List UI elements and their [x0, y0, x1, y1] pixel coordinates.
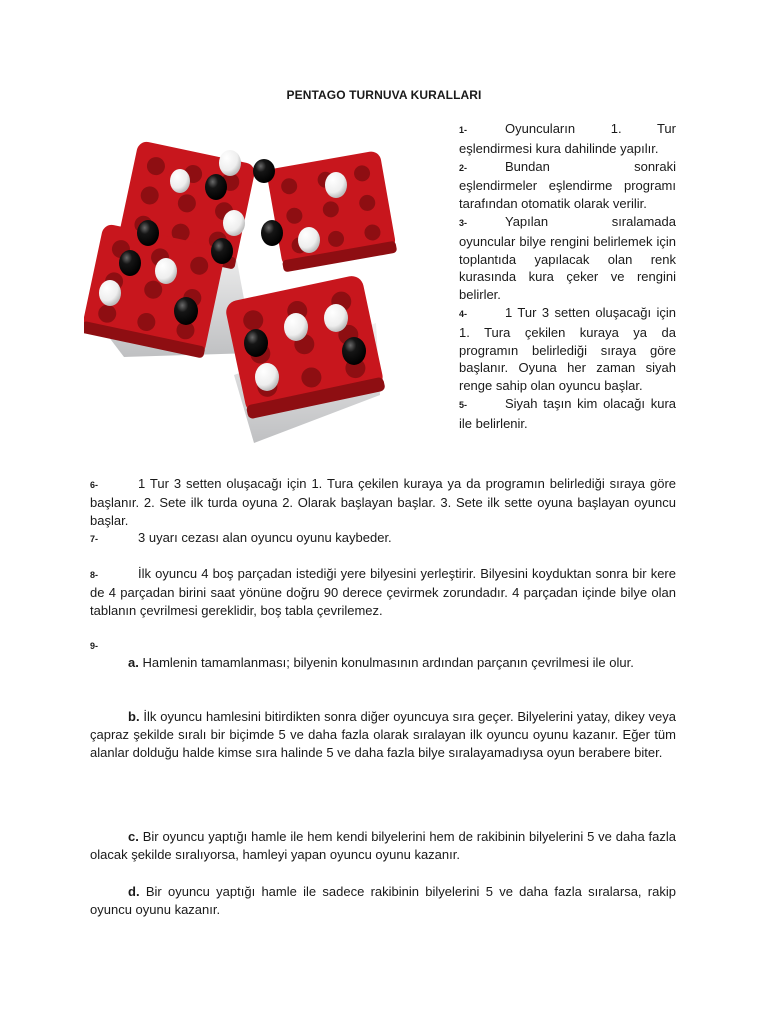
rule-9a: a. Hamlenin tamamlanması; bilyenin konulmasının ardından parçanın çevrilmesi ile olur.: [128, 655, 634, 670]
rule-9d: d. Bir oyuncu yaptığı hamle ile sadece rakibinin bilyelerini 5 ve daha fazla sıralarsa, rakip oyuncu oyunu kazanır.: [90, 884, 676, 917]
rule-4: 4- 1 Tur 3 setten oluşacağı için 1. Tura çekilen kuraya ya da programın belirlediği sıraya göre başlanır. Oyuna her zaman siyah renge sahip olan oyuncu başlar.: [459, 304, 676, 394]
rules-right-column: [459, 120, 676, 433]
rule-3: 3- Yapılan sıralamada oyuncular bilye rengini belirlemek için toplantıda yapılacak olan renk kurasında kura çeker ve rengini belirler.: [459, 213, 676, 303]
rule-5: 5- Siyah taşın kim olacağı kura ile belirlenir.: [459, 395, 676, 431]
rule-1: 1- Oyuncuların 1. Tur eşlendirmesi kura dahilinde yapılır.: [459, 121, 676, 156]
rule-7: 7- 3 uyarı cezası alan oyuncu oyunu kaybeder.: [90, 530, 392, 545]
rule-2: 2- Bundan sonraki eşlendirmeler eşlendirme programı tarafından otomatik olarak verilir.: [459, 158, 676, 212]
document-title: PENTAGO TURNUVA KURALLARI: [286, 88, 482, 102]
rule-6: 6- 1 Tur 3 setten oluşacağı için 1. Tura çekilen kuraya ya da programın belirlediği sıraya göre başlanır. 2. Sete ilk turda oyuna 2. Olarak başlayan başlar. 3. Sete ilk sette oyuna başlayan oyuncu başlar.: [90, 476, 676, 528]
rule-8: 8- İlk oyuncu 4 boş parçadan istediği yere bilyesini yerleştirir. Bilyesini koyduktan sonra bir kere de 4 parçadan birini saat yönüne doğru 90 derece çevirmek zorundadır. 4 parçadan içinde bilye olan tablanın çevrilmesi gereklidir, boş tabla çevrilemez.: [90, 566, 676, 618]
rule-9c: c. Bir oyuncu yaptığı hamle ile hem kendi bilyelerini hem de rakibinin bilyelerini 5 ve daha fazla olacak şekilde sıralıyorsa, hamleyi yapan oyuncu oyunu kazanır.: [90, 829, 676, 862]
pentago-board-photo: [84, 125, 414, 450]
rule-9: 9-: [90, 641, 99, 651]
rule-9b: b. İlk oyuncu hamlesini bitirdikten sonra diğer oyuncuya sıra geçer. Bilyelerini yatay, dikey veya çapraz şekilde sıralı bir biçimde 5 ve daha fazla olarak sıralayan ilk oyuncu oyunu kazanır. Eğer tüm alanlar dolduğu halde kimse sıra halinde 5 ve daha fazla bilye sıralayamadıysa oyun berabere biter.: [90, 709, 676, 760]
quadrant-top-right: [266, 150, 397, 272]
